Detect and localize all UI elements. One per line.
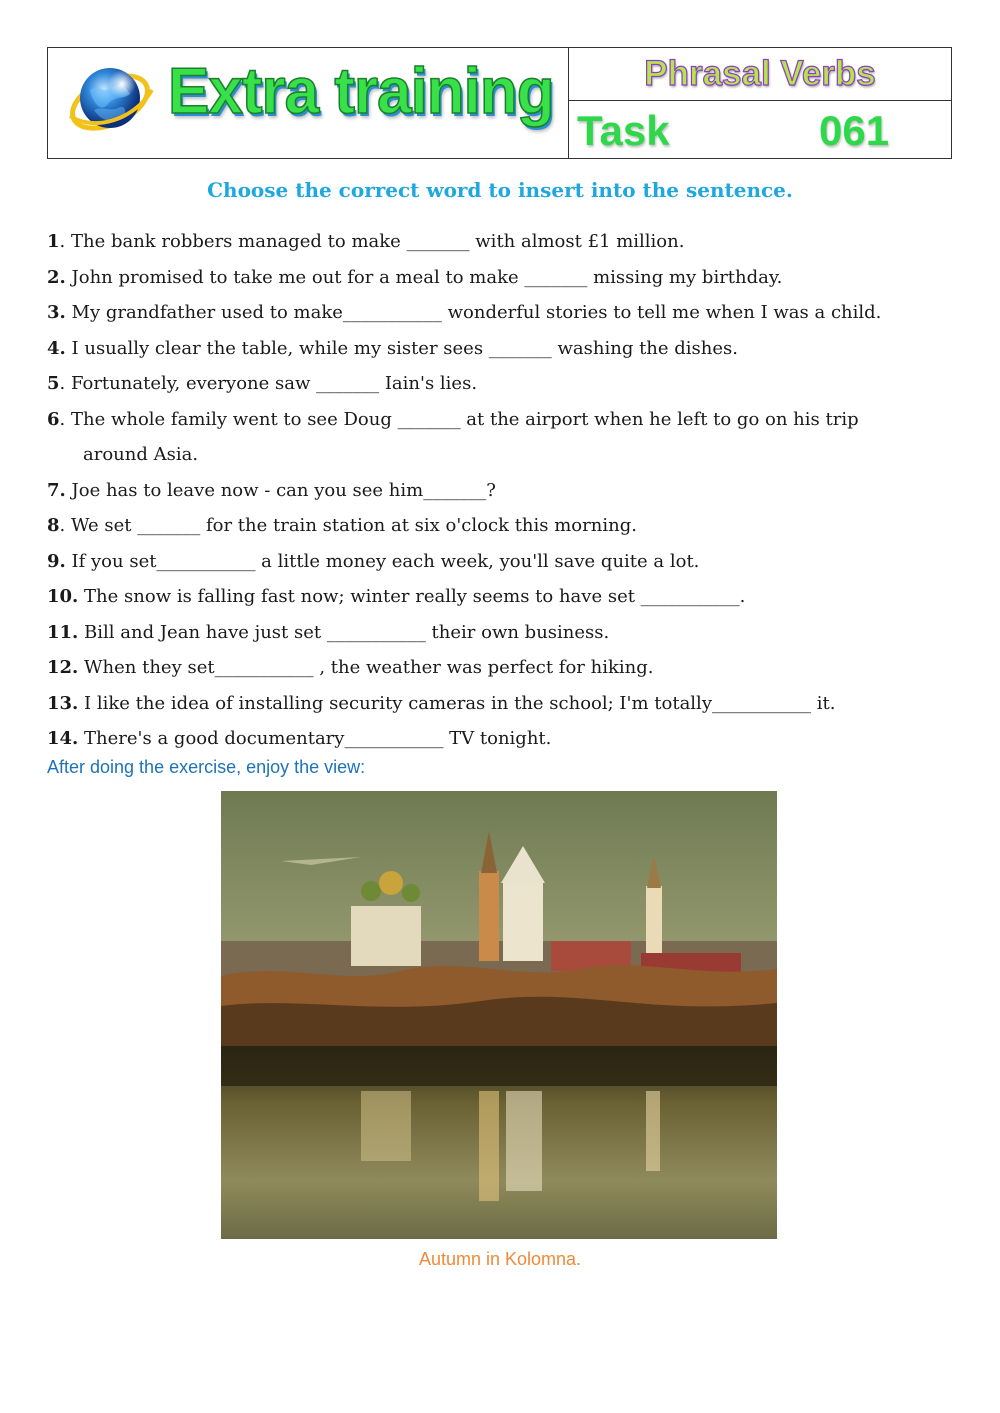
question-list (47, 224, 952, 757)
question-item (47, 260, 952, 296)
question-item (47, 295, 952, 331)
question-text: Fortunately, everyone saw _______ Iain's lies. (65, 373, 478, 394)
question-text: I like the idea of installing security cameras in the school; I'm totally___________ it. (78, 692, 836, 714)
question-item (47, 544, 952, 580)
question-separator: . (59, 408, 66, 430)
question-item (47, 402, 952, 473)
question-number: 5 (47, 373, 60, 394)
question-text-continued: around Asia. (83, 444, 199, 465)
question-number: 4. (47, 337, 66, 359)
question-text: The snow is falling fast now; winter really seems to have set ___________. (78, 586, 746, 607)
question-number: 8 (47, 515, 60, 536)
question-number: 1 (47, 231, 60, 252)
question-item (47, 508, 952, 544)
question-number: 13. (47, 692, 79, 714)
question-item (47, 650, 952, 686)
question-item (47, 366, 952, 402)
question-text: When they set___________ , the weather was perfect for hiking. (78, 657, 654, 678)
worksheet-header (47, 47, 952, 159)
extra-training-title: Extra training (168, 55, 554, 128)
question-text: Bill and Jean have just set ___________ their own business. (78, 621, 610, 643)
question-text: If you set___________ a little money each week, you'll save quite a lot. (65, 550, 700, 572)
task-cell (569, 101, 951, 158)
question-text: Joe has to leave now - can you see him_______? (65, 479, 496, 501)
question-number: 14. (47, 728, 79, 749)
question-number: 2. (47, 266, 66, 288)
question-item (47, 331, 952, 367)
subject-title: Phrasal Verbs (644, 54, 876, 93)
globe-icon (64, 54, 156, 138)
question-item (47, 615, 952, 651)
subject-cell (569, 48, 951, 101)
question-separator: . (59, 373, 66, 394)
task-number: 061 (819, 107, 890, 154)
after-exercise-text: After doing the exercise, enjoy the view: (47, 757, 366, 777)
question-text: The bank robbers managed to make _______ with almost £1 million. (65, 231, 685, 252)
question-text: We set _______ for the train station at six o'clock this morning. (65, 515, 637, 536)
question-text: The whole family went to see Doug _______ at the airport when he left to go on his trip (65, 408, 859, 430)
photo-caption: Autumn in Kolomna. (418, 1249, 582, 1269)
question-text: My grandfather used to make___________ wonderful stories to tell me when I was a child. (65, 302, 882, 323)
question-number: 9. (47, 550, 66, 572)
question-item (47, 224, 952, 260)
question-number: 7. (47, 479, 66, 501)
question-item (47, 721, 952, 757)
question-number: 10. (47, 586, 79, 607)
question-number: 3. (47, 302, 66, 323)
question-text: There's a good documentary___________ TV tonight. (78, 728, 552, 749)
question-separator: . (59, 515, 66, 536)
task-label: Task (577, 107, 670, 154)
question-item (47, 473, 952, 509)
question-text: I usually clear the table, while my sister sees _______ washing the dishes. (65, 337, 738, 359)
instruction-text: Choose the correct word to insert into the sentence. (207, 178, 793, 202)
question-number: 6 (47, 408, 60, 430)
question-item (47, 579, 952, 615)
header-info-cell (569, 48, 951, 158)
kolomna-photo (221, 791, 777, 1239)
question-number: 11. (47, 621, 79, 643)
question-text: John promised to take me out for a meal to make _______ missing my birthday. (65, 266, 783, 288)
question-item (47, 686, 952, 722)
header-logo-cell (48, 48, 569, 158)
question-number: 12. (47, 657, 79, 678)
question-separator: . (59, 231, 66, 252)
